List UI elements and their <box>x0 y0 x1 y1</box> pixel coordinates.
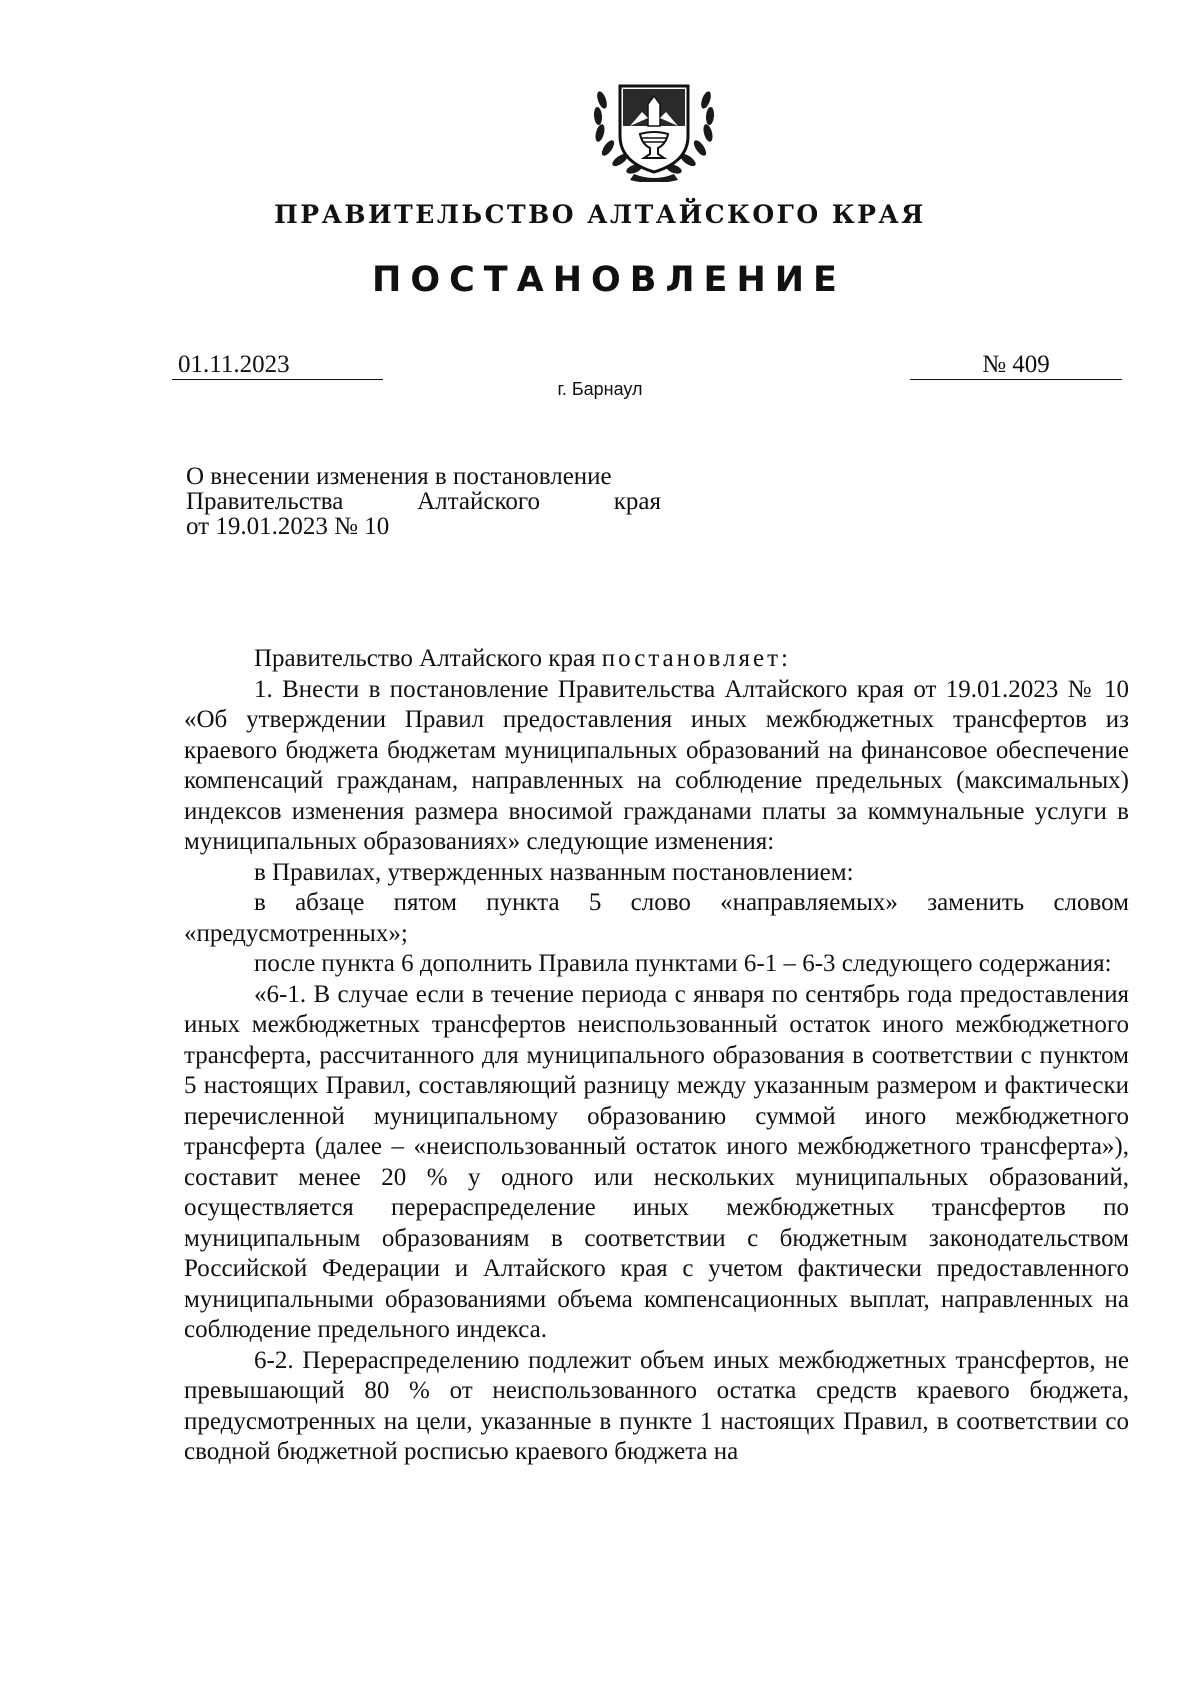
document-type-title: ПОСТАНОВЛЕНИЕ <box>372 260 846 300</box>
coat-of-arms-emblem-icon <box>590 78 718 182</box>
paragraph-6: 6-2. Перераспределению подлежит объем иных межбюджетных трансфертов, не превышающий 80 % от неиспользованного остатка средств краевого бюджета, предусмотренных на цели, указанные в пункте 1 настоящих Правил, в соответствии со сводной бюджетной росписью краевого бюджета на <box>184 1346 1129 1465</box>
preamble <box>184 644 1129 675</box>
document-subject <box>186 464 661 539</box>
organization-title: ПРАВИТЕЛЬСТВО АЛТАЙСКОГО КРАЯ <box>274 200 926 229</box>
preamble-suffix: : <box>781 645 788 672</box>
preamble-prefix: Правительство Алтайского края <box>254 645 602 672</box>
paragraph-3: в абзаце пятом пункта 5 слово «направляемых» заменить словом «предусмотренных»; <box>184 889 1129 947</box>
subject-line-2: Правительства Алтайского края <box>186 488 661 515</box>
subject-line-3: от 19.01.2023 № 10 <box>186 513 390 540</box>
document-number: № 409 <box>910 350 1122 380</box>
paragraph-2: в Правилах, утвержденных названным постановлением: <box>254 858 854 886</box>
document-body <box>184 644 1129 1468</box>
preamble-decision-word: постановляет <box>601 645 781 672</box>
city-label: г. Барнаул <box>557 379 643 399</box>
subject-line-1: О внесении изменения в постановление <box>186 463 612 490</box>
paragraph-1: 1. Внести в постановление Правительства Алтайского края от 19.01.2023 № 10 «Об утверждении Правил предоставления иных межбюджетных трансфертов из краевого бюджета бюджетам муниципальных образований на финансовое обеспечение компенсаций гражданам, направленных на соблюдение предельных (максимальных) индексов изменения размера вносимой гражданами платы за коммунальные услуги в муниципальных образованиях» следующие изменения: <box>184 675 1129 855</box>
paragraph-4: после пункта 6 дополнить Правила пунктами 6-1 – 6-3 следующего содержания: <box>254 950 1112 977</box>
document-date: 01.11.2023 <box>172 350 383 380</box>
paragraph-5: «6-1. В случае если в течение периода с января по сентябрь года предоставления иных межбюджетных трансфертов неиспользованный остаток иного межбюджетного трансферта, рассчитанного для муниципального образования в соответствии с пунктом 5 настоящих Правил, составляющий разницу между указанным размером и фактически перечисленной муниципальному образованию суммой иного межбюджетного трансферта (далее – «неиспользованный остаток иного межбюджетного трансферта»), составит менее 20 % у одного или нескольких муниципальных образований, осуществляется перераспределение иных межбюджетных трансфертов по муниципальным образованиям в соответствии с бюджетным законодательством Российской Федерации и Алтайского края с учетом фактически предоставленного муниципальными образованиями объема компенсационных выплат, направленных на соблюдение предельного индекса. <box>184 980 1129 1343</box>
